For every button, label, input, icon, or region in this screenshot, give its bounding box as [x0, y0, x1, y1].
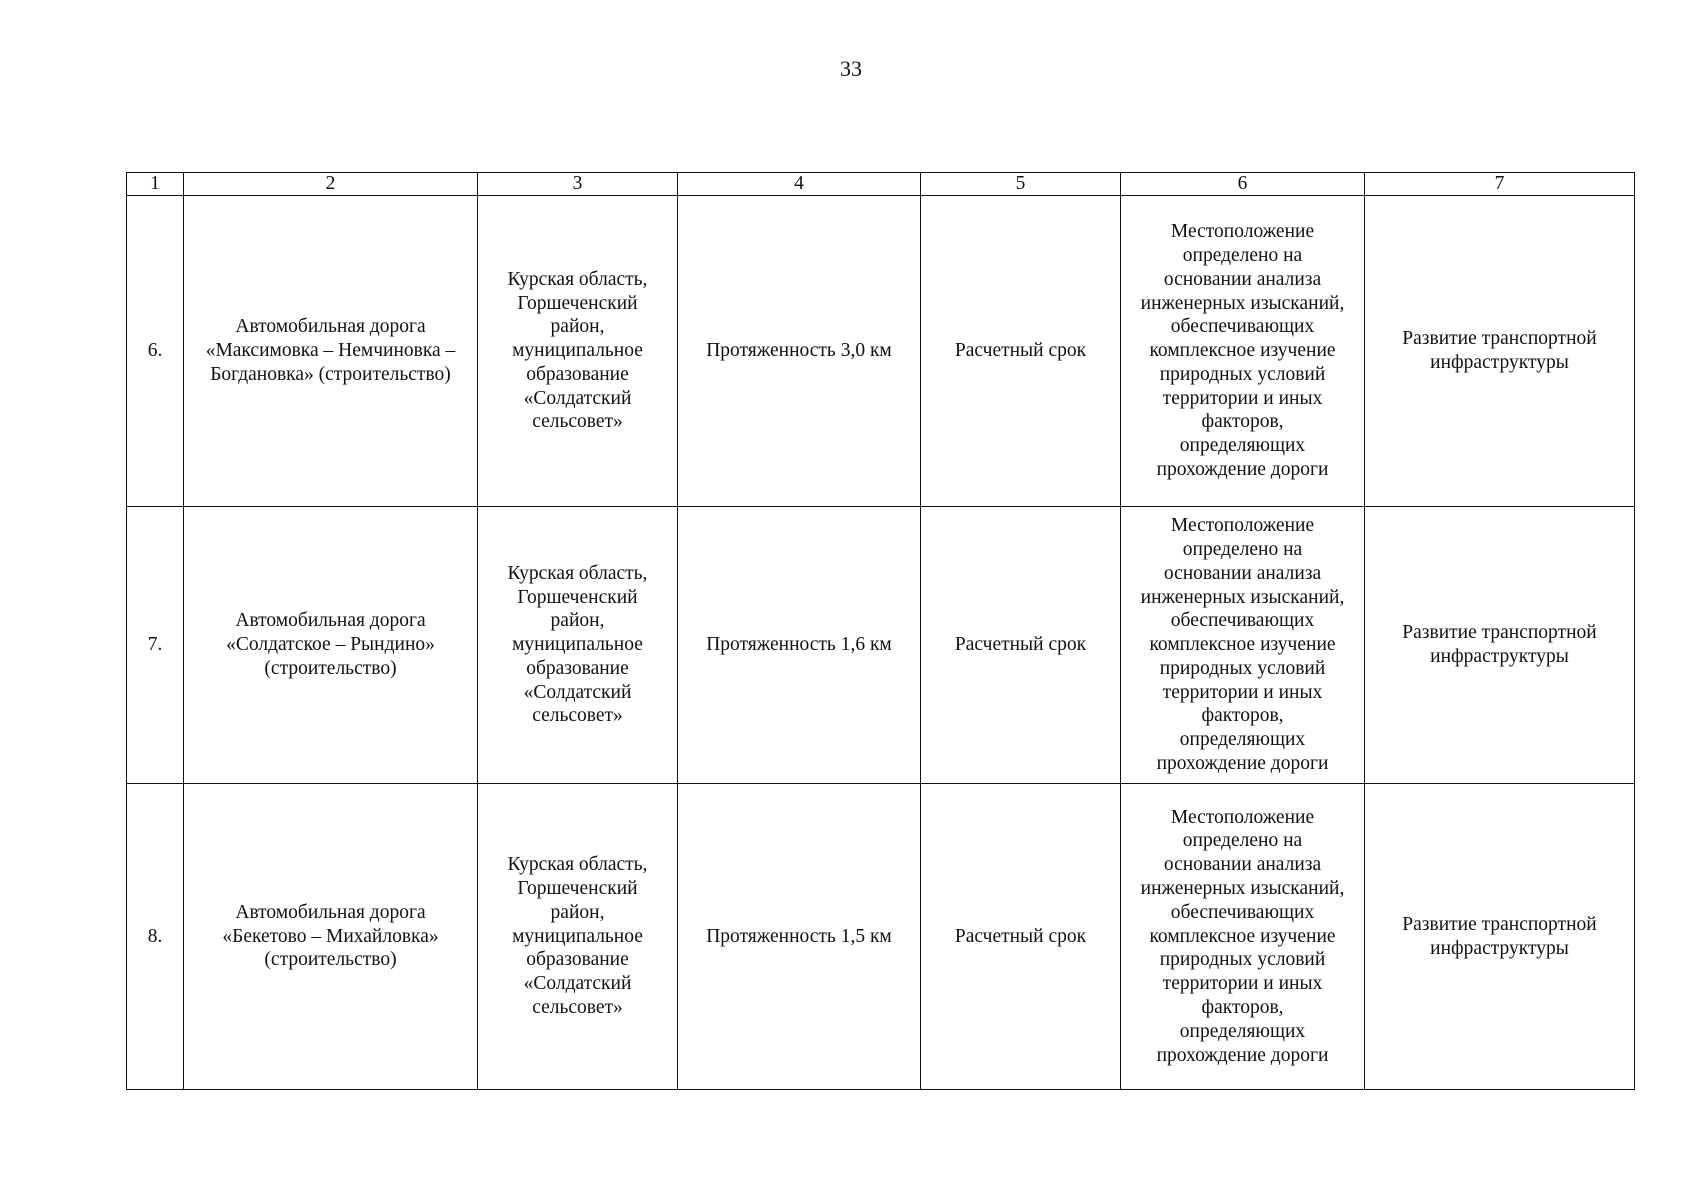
object-zone [1121, 784, 1365, 1090]
objects-table [126, 172, 1635, 1090]
object-purpose-text: Развитие транспортной инфраструктуры [1402, 328, 1597, 373]
object-name [184, 507, 478, 784]
object-location-text: Курская область, Горшеченский район, муниципальное образование «Солдатский сельсовет» [507, 562, 648, 727]
row-number: 7. [127, 507, 184, 784]
object-zone [1121, 507, 1365, 784]
object-term: Расчетный срок [921, 196, 1121, 507]
object-zone-text: Местоположение определено на основании анализа инженерных изысканий, обеспечивающих комплексное изучение природных условий территории и иных факторов, определяющих прохождение дороги [1140, 806, 1345, 1066]
row-number: 8. [127, 784, 184, 1090]
row-number: 6. [127, 196, 184, 507]
object-name-text: Автомобильная дорога «Максимовка – Немчиновка – Богдановка» (строительство) [205, 316, 456, 385]
object-name-text: Автомобильная дорога «Солдатское – Рындино» (строительство) [226, 610, 435, 679]
object-name [184, 784, 478, 1090]
object-location [478, 507, 678, 784]
column-number-7: 7 [1365, 173, 1635, 196]
object-location-text: Курская область, Горшеченский район, муниципальное образование «Солдатский сельсовет» [507, 268, 648, 433]
object-location [478, 784, 678, 1090]
object-location-text: Курская область, Горшеченский район, муниципальное образование «Солдатский сельсовет» [507, 854, 648, 1018]
object-purpose [1365, 196, 1635, 507]
object-zone-text: Местоположение определено на основании анализа инженерных изысканий, обеспечивающих комплексное изучение природных условий территории и иных факторов, определяющих прохождение дороги [1140, 221, 1345, 481]
column-number-2: 2 [184, 173, 478, 196]
column-number-5: 5 [921, 173, 1121, 196]
object-purpose-text: Развитие транспортной инфраструктуры [1402, 622, 1597, 667]
object-characteristic: Протяженность 1,5 км [678, 784, 921, 1090]
column-number-row [127, 173, 1635, 196]
object-term: Расчетный срок [921, 784, 1121, 1090]
object-zone-text: Местоположение определено на основании анализа инженерных изысканий, обеспечивающих комплексное изучение природных условий территории и иных факторов, определяющих прохождение дороги [1140, 515, 1345, 775]
object-characteristic: Протяженность 3,0 км [678, 196, 921, 507]
object-characteristic: Протяженность 1,6 км [678, 507, 921, 784]
column-number-1: 1 [127, 173, 184, 196]
object-purpose [1365, 507, 1635, 784]
table-row [127, 784, 1635, 1090]
object-name [184, 196, 478, 507]
object-zone [1121, 196, 1365, 507]
column-number-3: 3 [478, 173, 678, 196]
object-purpose [1365, 784, 1635, 1090]
object-term: Расчетный срок [921, 507, 1121, 784]
table-row [127, 196, 1635, 507]
object-purpose-text: Развитие транспортной инфраструктуры [1402, 913, 1597, 959]
object-name-text: Автомобильная дорога «Бекетово – Михайловка» (строительство) [222, 901, 439, 971]
page-number: 33 [840, 56, 862, 81]
object-location [478, 196, 678, 507]
table-row [127, 507, 1635, 784]
column-number-4: 4 [678, 173, 921, 196]
column-number-6: 6 [1121, 173, 1365, 196]
